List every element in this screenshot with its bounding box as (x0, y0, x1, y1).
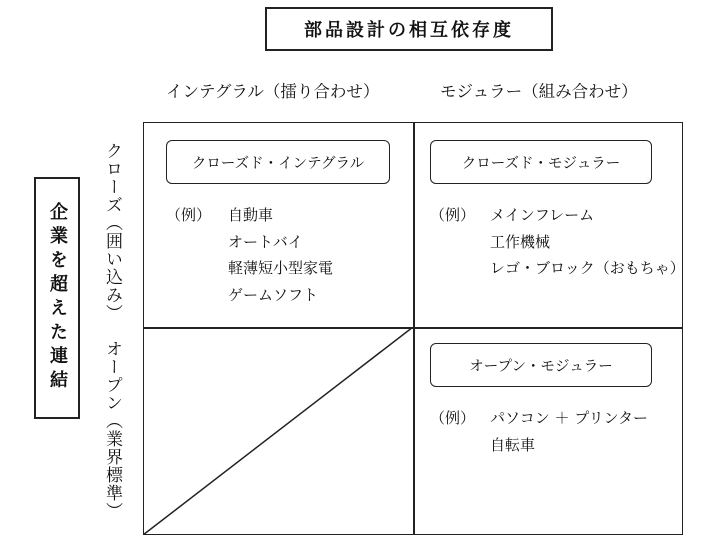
example-item: ゲームソフト (228, 285, 319, 304)
cell-open-modular-title: オープン・モジュラー (430, 343, 652, 387)
example-item: オートバイ (228, 232, 303, 251)
example-item: 自転車 (490, 435, 536, 454)
row-header-open: オープン（業界標準） (102, 340, 122, 520)
example-item: レゴ・ブロック（おもちゃ） (490, 259, 685, 277)
empty-cell-diagonal (143, 327, 413, 535)
cell-closed-integral-examples (228, 202, 333, 308)
row-header-closed: クローズ（囲い込み） (102, 142, 122, 322)
cell-closed-integral-example-label: （例） (166, 206, 212, 224)
column-header-modular: モジュラー（組み合わせ） (440, 82, 638, 101)
diagram-title: 部品設計の相互依存度 (265, 7, 553, 51)
cell-closed-modular-examples (490, 202, 685, 282)
example-item: メインフレーム (490, 206, 595, 224)
example-item: パソコン ＋ プリンター (490, 409, 649, 427)
cell-closed-integral-title: クローズド・インテグラル (166, 140, 390, 184)
cell-open-modular-example-label: （例） (430, 409, 476, 427)
side-label-box (34, 177, 80, 419)
example-item: 工作機械 (490, 232, 551, 251)
side-label: 企業を超えた連結 (47, 202, 68, 394)
cell-open-modular-examples (490, 405, 648, 458)
cell-closed-modular-title: クローズド・モジュラー (430, 140, 652, 184)
example-item: 自動車 (228, 206, 274, 224)
cell-closed-modular-example-label: （例） (430, 206, 476, 224)
example-item: 軽薄短小型家電 (228, 259, 334, 277)
column-header-integral: インテグラル（擂り合わせ） (166, 82, 380, 101)
